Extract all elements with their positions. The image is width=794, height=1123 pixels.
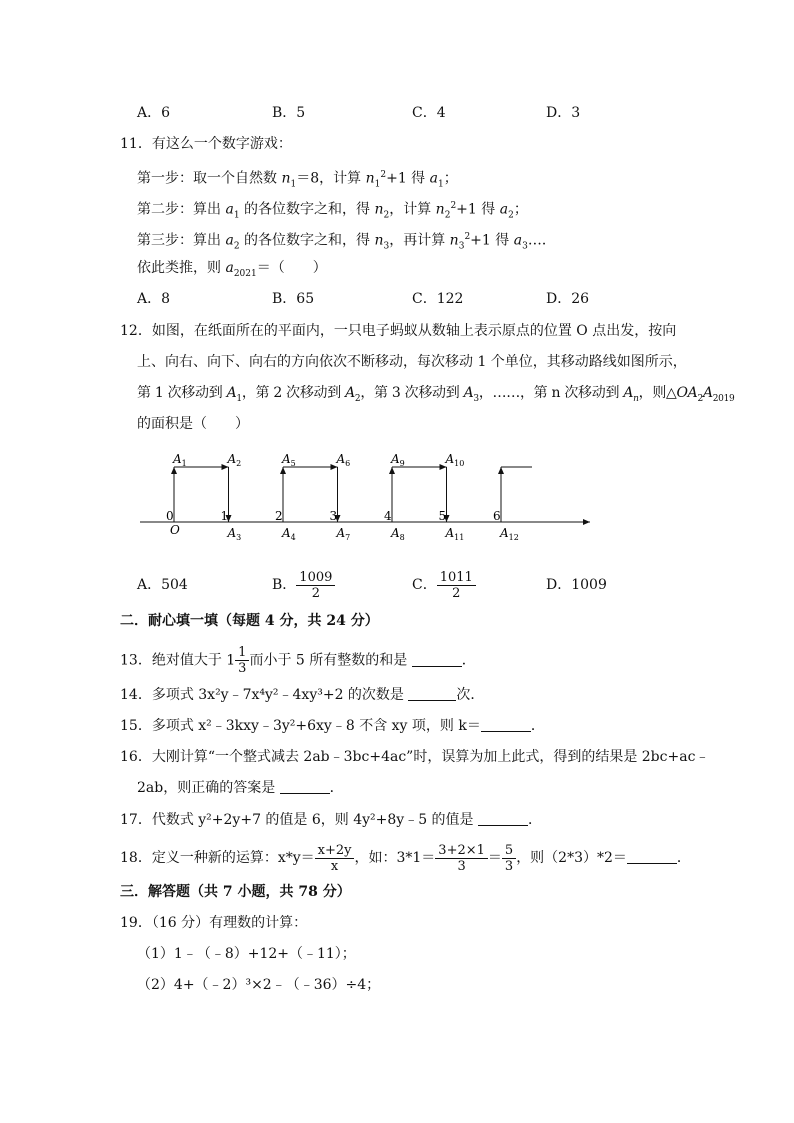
q12-option-a: A．504 [137, 577, 188, 593]
q11-stem: 11．有这么一个数字游戏： [120, 136, 292, 152]
q10-option-c: C．4 [412, 105, 446, 121]
q10-option-d: D．3 [546, 105, 581, 121]
q11-step2: 第二步：算出 $a_1$ 的各位数字之和，得 $n_2$，计算 $n_2^2+1$ 得 $a_2$； [137, 201, 528, 221]
q19-stem: 19．（16 分）有理数的计算： [120, 915, 308, 931]
section3-heading: 三．解答题（共 7 小题，共 78 分） [120, 884, 351, 900]
q14-answer-blank[interactable] [408, 700, 456, 701]
axis-tick-label: 5 [438, 509, 447, 523]
q12-option-d: D．1009 [546, 577, 607, 593]
q12-option-c: C． $\frac{1011}{2}$ [412, 566, 476, 604]
q11-option-c: C．122 [412, 291, 464, 307]
axis-tick-label: 1 [220, 509, 229, 523]
axis-tick-label: 2 [275, 509, 283, 523]
q11-infer: 依此类推，则 $a_{2021}=$（ ） [137, 260, 327, 279]
point-label: $A_5$ [282, 452, 296, 468]
q16-line1: 16．大刚计算“一个整式减去 2ab﹣3bc+4ac”时，误算为加上此式，得到的结果是 2bc+ac﹣ [120, 749, 710, 765]
q12-line3: 第 1 次移动到 $A_1$，第 2 次移动到 $A_2$，第 3 次移动到 $A_3$，……，第 n 次移动到 $A_n$，则$\triangle OA_2A_{2019}$ [137, 385, 735, 404]
origin-label: O [170, 523, 180, 537]
q15-answer-blank[interactable] [481, 731, 531, 732]
q14: 14．多项式 3x²y﹣7x⁴y²﹣4xy³+2 的次数是 次． [120, 687, 485, 703]
q11-step1: 第一步：取一个自然数 $n_1=8$，计算 $n_1^2+1$ 得 $a_1$； [137, 170, 458, 190]
q12-line1: 12．如图，在纸面所在的平面内，一只电子蚂蚁从数轴上表示原点的位置 O 点出发，按向 [120, 323, 677, 339]
point-label: $A_8$ [391, 526, 405, 542]
q12-path-figure [140, 446, 610, 546]
q17-answer-blank[interactable] [478, 825, 528, 826]
axis-tick-labels [166, 509, 501, 523]
q19-part2: （2）4+（﹣2）³×2﹣（﹣36）÷4； [137, 977, 381, 993]
q12-line2: 上、向右、向下、向右的方向依次不断移动，每次移动 1 个单位，其移动路线如图所示， [137, 354, 687, 370]
q13-answer-blank[interactable] [412, 666, 462, 667]
point-label: $A_{11}$ [445, 526, 465, 542]
q11-option-a: A．8 [137, 291, 171, 307]
q17: 17．代数式 y²+2y+7 的值是 6，则 4y²+8y﹣5 的值是 ． [120, 812, 543, 828]
point-label: $A_2$ [227, 452, 242, 468]
point-label: $A_1$ [173, 452, 187, 468]
q12-line4: 的面积是（ ） [137, 416, 249, 432]
point-label: $A_3$ [227, 526, 242, 542]
q18-answer-blank[interactable] [627, 863, 677, 864]
point-label: $A_9$ [391, 452, 405, 468]
q10-option-a: A．6 [137, 105, 171, 121]
q11-step3: 第三步：算出 $a_2$ 的各位数字之和，得 $n_3$，再计算 $n_3^2+1$ 得 $a_3\dots$． [137, 232, 556, 252]
axis-tick-label: 4 [384, 509, 392, 523]
q10-option-b: B．5 [272, 105, 306, 121]
section2-heading: 二．耐心填一填（每题 4 分，共 24 分） [120, 613, 379, 629]
q16-answer-blank[interactable] [280, 793, 330, 794]
q18: 18．定义一种新的运算：x*y＝ $\frac{x+2y}{x}$ ，如：3*1＝ $\frac{3+2\times 1}{3}$ ＝ $\frac{5}{3}$ ，则（2*3）*2＝ ． [120, 842, 691, 874]
q11-option-d: D．26 [546, 291, 590, 307]
q11-option-b: B．65 [272, 291, 315, 307]
point-labels [172, 452, 519, 542]
point-label: $A_{12}$ [500, 526, 519, 542]
q13: 13．绝对值大于 1 $\frac{1}{3}$ 而小于 5 所有整数的和是 ． [120, 645, 476, 676]
point-label: $A_4$ [282, 526, 296, 542]
axis-tick-label: 0 [166, 509, 174, 523]
axis-tick-label: 6 [493, 509, 501, 523]
axis-tick-label: 3 [329, 509, 338, 523]
point-label: $A_7$ [336, 526, 351, 542]
q12-option-b: B． $\frac{1009}{2}$ [272, 566, 335, 604]
point-label: $A_{10}$ [445, 452, 465, 468]
q19-part1: （1）1﹣（﹣8）+12+（﹣11）； [137, 946, 356, 962]
q15: 15．多项式 x²﹣3kxy﹣3y²+6xy﹣8 不含 xy 项，则 k＝ ． [120, 718, 545, 734]
point-label: $A_6$ [336, 452, 351, 468]
q16-line2: 2ab，则正确的答案是 ． [137, 780, 344, 796]
